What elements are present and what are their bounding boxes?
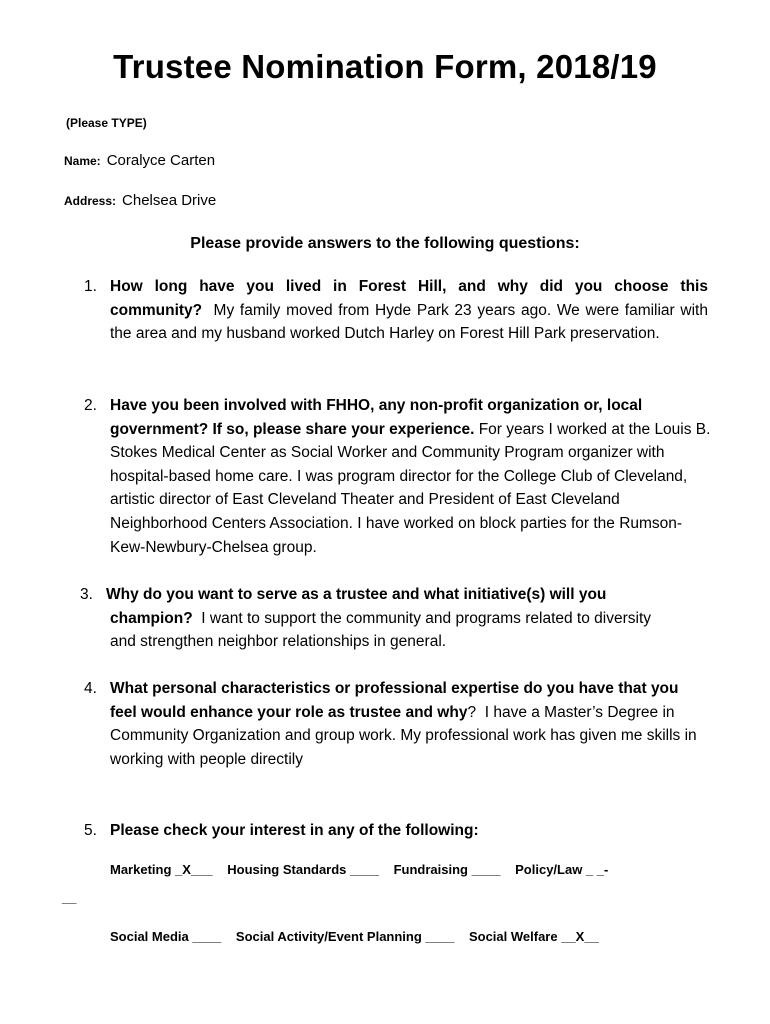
- question-body: [106, 583, 670, 654]
- question-text: How long have you lived in Forest Hill, and why did you choose this community?: [110, 278, 708, 319]
- address-label: Address:: [64, 194, 117, 208]
- instructions-heading: Please provide answers to the following questions:: [190, 235, 580, 252]
- answer-text: My family moved from Hyde Park 23 years ago. We were familiar with the area and my husband worked Dutch Harley on Forest Hill Park preservation.: [110, 301, 708, 343]
- question-number: 1.: [84, 278, 97, 295]
- name-label: Name:: [64, 154, 101, 168]
- interest-marketing[interactable]: Marketing _X___: [110, 862, 213, 877]
- interest-social-media[interactable]: Social Media ____: [110, 929, 222, 944]
- question-text: What personal characteristics or professional expertise do you have that you feel would enhance your role as trustee and why: [110, 680, 679, 721]
- interest-social-welfare[interactable]: Social Welfare __X__: [468, 929, 599, 944]
- answer-text: I have a Master’s Degree in Community Organization and group work. My professional work has given me skills in working with people directily: [110, 703, 697, 768]
- question-number: 5.: [84, 822, 97, 839]
- interest-policy-law[interactable]: Policy/Law _ _-: [515, 862, 609, 877]
- question-text: Why do you want to serve as a trustee and what initiative(s) will you champion?: [106, 586, 607, 627]
- answer-text: I want to support the community and programs related to diversity and strengthen neighbor relationships in general.: [110, 609, 652, 651]
- question-number: 4.: [84, 680, 97, 697]
- interest-row-2: [110, 929, 610, 944]
- name-value: Coralyce Carten: [106, 152, 216, 169]
- question-end: ?: [467, 703, 477, 721]
- answer-text: For years I worked at the Louis B. Stokes Medical Center as Social Worker and Community Program organizer with hospital-based home care. I was program director for the College Club of Cleveland, artistic director of East Cleveland Theater and President of East Cleveland Neighborhood Centers Association. I have worked on block parties for the Rumson-Kew-Newbury-Chelsea group.: [110, 420, 711, 556]
- interest-row-1: [110, 862, 619, 877]
- question-body: [110, 275, 708, 346]
- question-body: [110, 394, 715, 559]
- question-text: Have you been involved with FHHO, any non-profit organization or, local government? If so, please share your experience.: [110, 397, 643, 438]
- address-value: Chelsea Drive: [122, 192, 217, 209]
- question-text: Please check your interest in any of the following:: [110, 822, 479, 839]
- interest-social-activity[interactable]: Social Activity/Event Planning ____: [235, 929, 455, 944]
- address-field: [64, 192, 216, 209]
- please-type-note: (Please TYPE): [66, 116, 147, 130]
- question-body: [110, 677, 700, 771]
- question-number: 2.: [84, 397, 97, 414]
- question-body: [110, 819, 479, 843]
- name-field: [64, 152, 215, 169]
- interest-housing-standards[interactable]: Housing Standards ____: [227, 862, 379, 877]
- question-number: 3.: [80, 586, 93, 603]
- interest-fundraising[interactable]: Fundraising ____: [393, 862, 501, 877]
- form-title: Trustee Nomination Form, 2018/19: [113, 48, 657, 85]
- interest-row-1-wrap: __: [62, 890, 77, 905]
